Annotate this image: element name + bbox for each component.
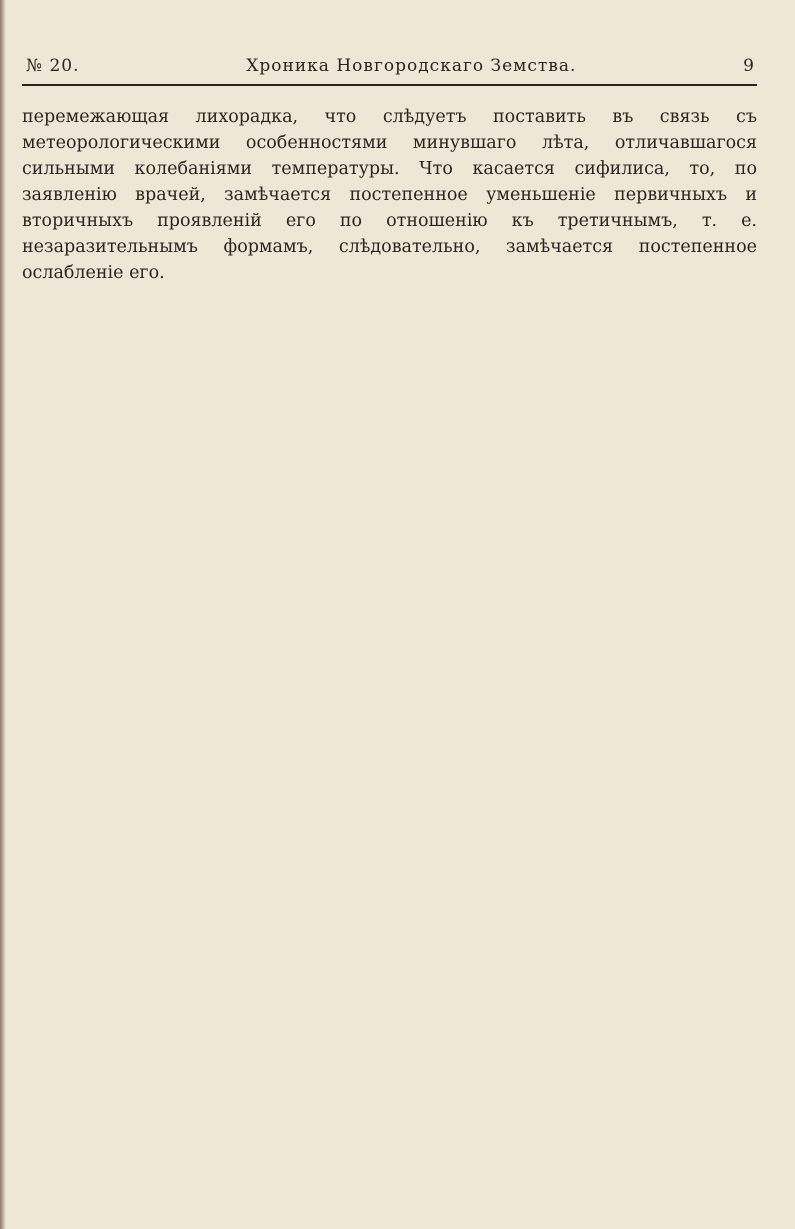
issue-number: № 20. — [26, 56, 80, 76]
page-header — [26, 56, 755, 76]
paragraph: перемежающая лихорадка, что слѣдуетъ поставить въ связь съ метеорологическими особенностями минувшаго лѣта, отличавшагося сильными колебаніями температуры. Что касается сифилиса, то, по заявленію врачей, замѣчается постепенное уменьшеніе первичныхъ и вторичныхъ проявленій его по отношенію къ третичнымъ, т. е. незаразительнымъ формамъ, слѣдовательно, замѣчается постепенное ослабленіе его. — [22, 107, 757, 283]
body-text — [22, 104, 757, 286]
page-edge — [0, 0, 6, 1229]
page-number: 9 — [743, 56, 755, 76]
header-rule — [22, 84, 757, 86]
running-title: Хроника Новгородскаго Земства. — [246, 56, 577, 76]
